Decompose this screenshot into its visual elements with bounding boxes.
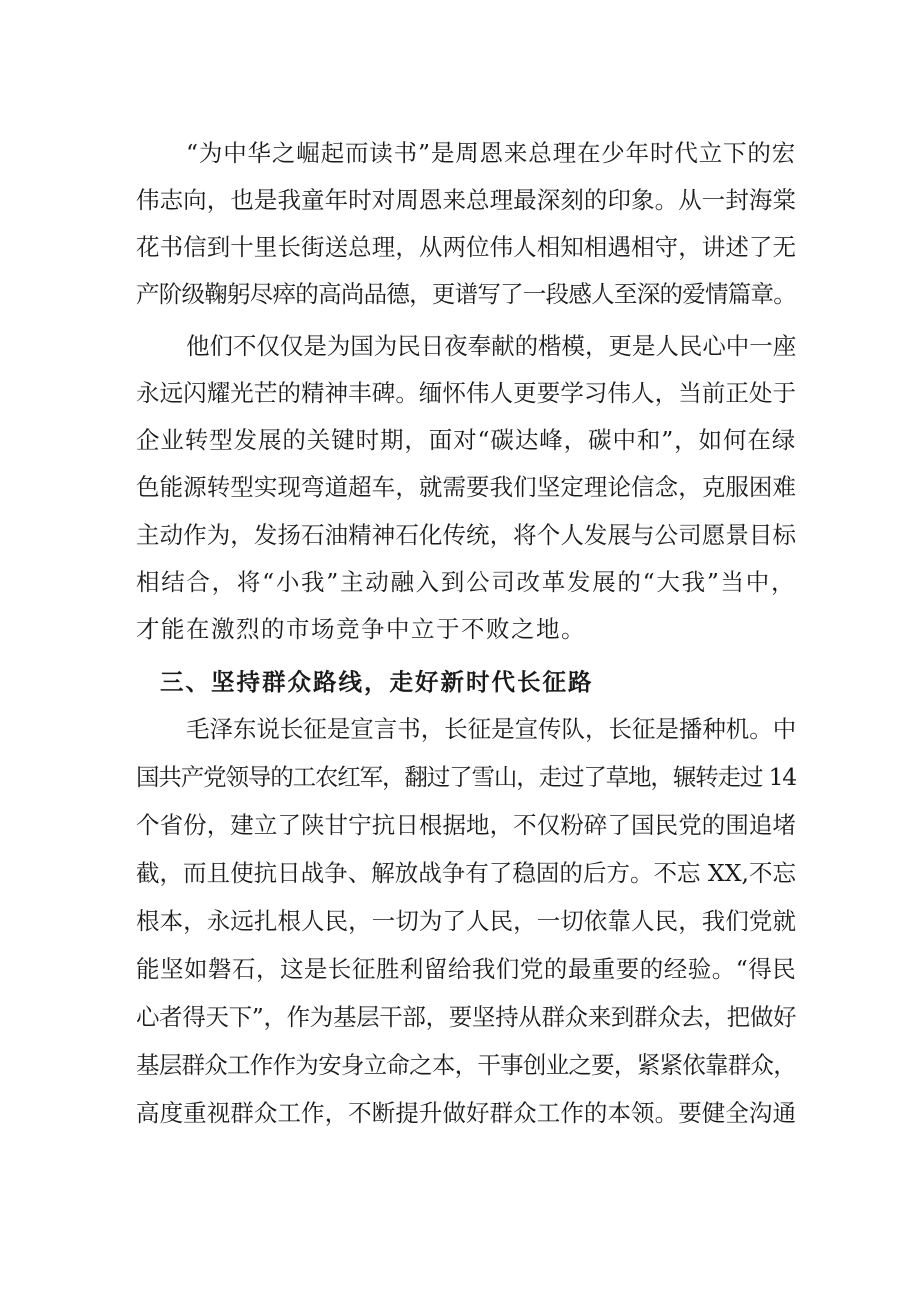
paragraph-3-line-3: 个省份，建立了陕甘宁抗日根据地，不仅粉碎了国民党的围追堵 <box>136 811 796 839</box>
paragraph-1-line-4: 产阶级鞠躬尽瘁的高尚品德，更谱写了一段感人至深的爱情篇章。 <box>136 280 796 308</box>
paragraph-3-line-7: 心者得天下”，作为基层干部，要坚持从群众来到群众去，把做好 <box>136 1003 796 1031</box>
section-heading: 三、坚持群众路线，走好新时代长征路 <box>160 668 594 696</box>
paragraph-1-line-3: 花书信到十里长街送总理，从两位伟人相知相遇相守，讲述了无 <box>136 233 796 261</box>
paragraph-2-line-1: 他们不仅仅是为国为民日夜奉献的楷模，更是人民心中一座 <box>186 332 796 360</box>
paragraph-1-line-2: 伟志向，也是我童年时对周恩来总理最深刻的印象。从一封海棠 <box>136 186 796 214</box>
paragraph-3-line-1: 毛泽东说长征是宣言书，长征是宣传队，长征是播种机。中 <box>186 715 796 743</box>
paragraph-3-line-2: 国共产党领导的工农红军，翻过了雪山，走过了草地，辗转走过 14 <box>136 763 796 791</box>
paragraph-2-line-5: 主动作为，发扬石油精神石化传统，将个人发展与公司愿景目标 <box>136 521 796 549</box>
paragraph-2-line-6: 相结合，将“小我”主动融入到公司改革发展的“大我”当中， <box>136 568 796 596</box>
paragraph-2-line-7: 才能在激烈的市场竞争中立于不败之地。 <box>136 615 586 643</box>
paragraph-3-line-9: 高度重视群众工作，不断提升做好群众工作的本领。要健全沟通 <box>136 1099 796 1127</box>
paragraph-1-line-1: “为中华之崛起而读书”是周恩来总理在少年时代立下的宏 <box>186 139 796 167</box>
paragraph-3-line-6: 能坚如磐石，这是长征胜利留给我们党的最重要的经验。“得民 <box>136 955 796 983</box>
paragraph-2-line-3: 企业转型发展的关键时期，面对“碳达峰，碳中和”，如何在绿 <box>136 426 796 454</box>
paragraph-2-line-4: 色能源转型实现弯道超车，就需要我们坚定理论信念，克服困难 <box>136 473 796 501</box>
paragraph-2-line-2: 永远闪耀光芒的精神丰碑。缅怀伟人更要学习伟人，当前正处于 <box>136 379 796 407</box>
paragraph-3-line-4: 截，而且使抗日战争、解放战争有了稳固的后方。不忘 XX,不忘 <box>136 859 796 887</box>
paragraph-3-line-5: 根本，永远扎根人民，一切为了人民，一切依靠人民，我们党就 <box>136 907 796 935</box>
paragraph-3-line-8: 基层群众工作作为安身立命之本，干事创业之要，紧紧依靠群众， <box>136 1051 796 1079</box>
